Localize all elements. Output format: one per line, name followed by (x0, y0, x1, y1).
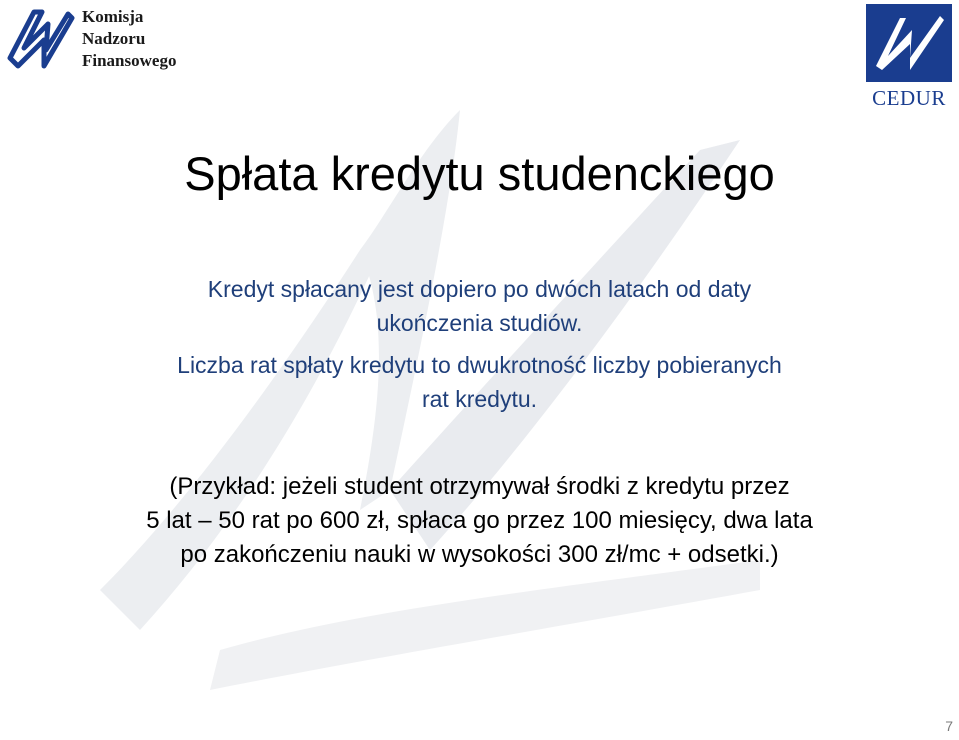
slide-title: Spłata kredytu studenckiego (184, 147, 775, 200)
page-number: 7 (945, 718, 953, 734)
knf-line-2: Nadzoru (82, 29, 146, 48)
paragraph-line: ukończenia studiów. (376, 310, 583, 336)
paragraph-line: Kredyt spłacany jest dopiero po dwóch latach od daty (207, 276, 752, 302)
knf-line-3: Finansowego (82, 51, 177, 70)
knf-name (82, 6, 176, 72)
example-paragraph (0, 470, 959, 572)
cedur-label: CEDUR (872, 86, 946, 110)
paragraph-line: rat kredytu. (421, 386, 538, 412)
cedur-logo (862, 4, 956, 108)
example-line: po zakończeniu nauki w wysokości 300 zł/mc + odsetki.) (180, 541, 779, 568)
paragraph-line: Liczba rat spłaty kredytu to dwukrotność liczby pobieranych (177, 352, 782, 378)
cedur-emblem-icon (866, 4, 952, 82)
knf-line-1: Komisja (82, 7, 144, 26)
knf-logo (4, 4, 194, 74)
paragraph-installments (0, 348, 959, 416)
paragraph-repayment-start (0, 272, 959, 340)
knf-emblem-icon (4, 4, 76, 74)
example-line: (Przykład: jeżeli student otrzymywał środki z kredytu przez (169, 473, 790, 500)
example-line: 5 lat – 50 rat po 600 zł, spłaca go przez 100 miesięcy, dwa lata (146, 507, 813, 534)
